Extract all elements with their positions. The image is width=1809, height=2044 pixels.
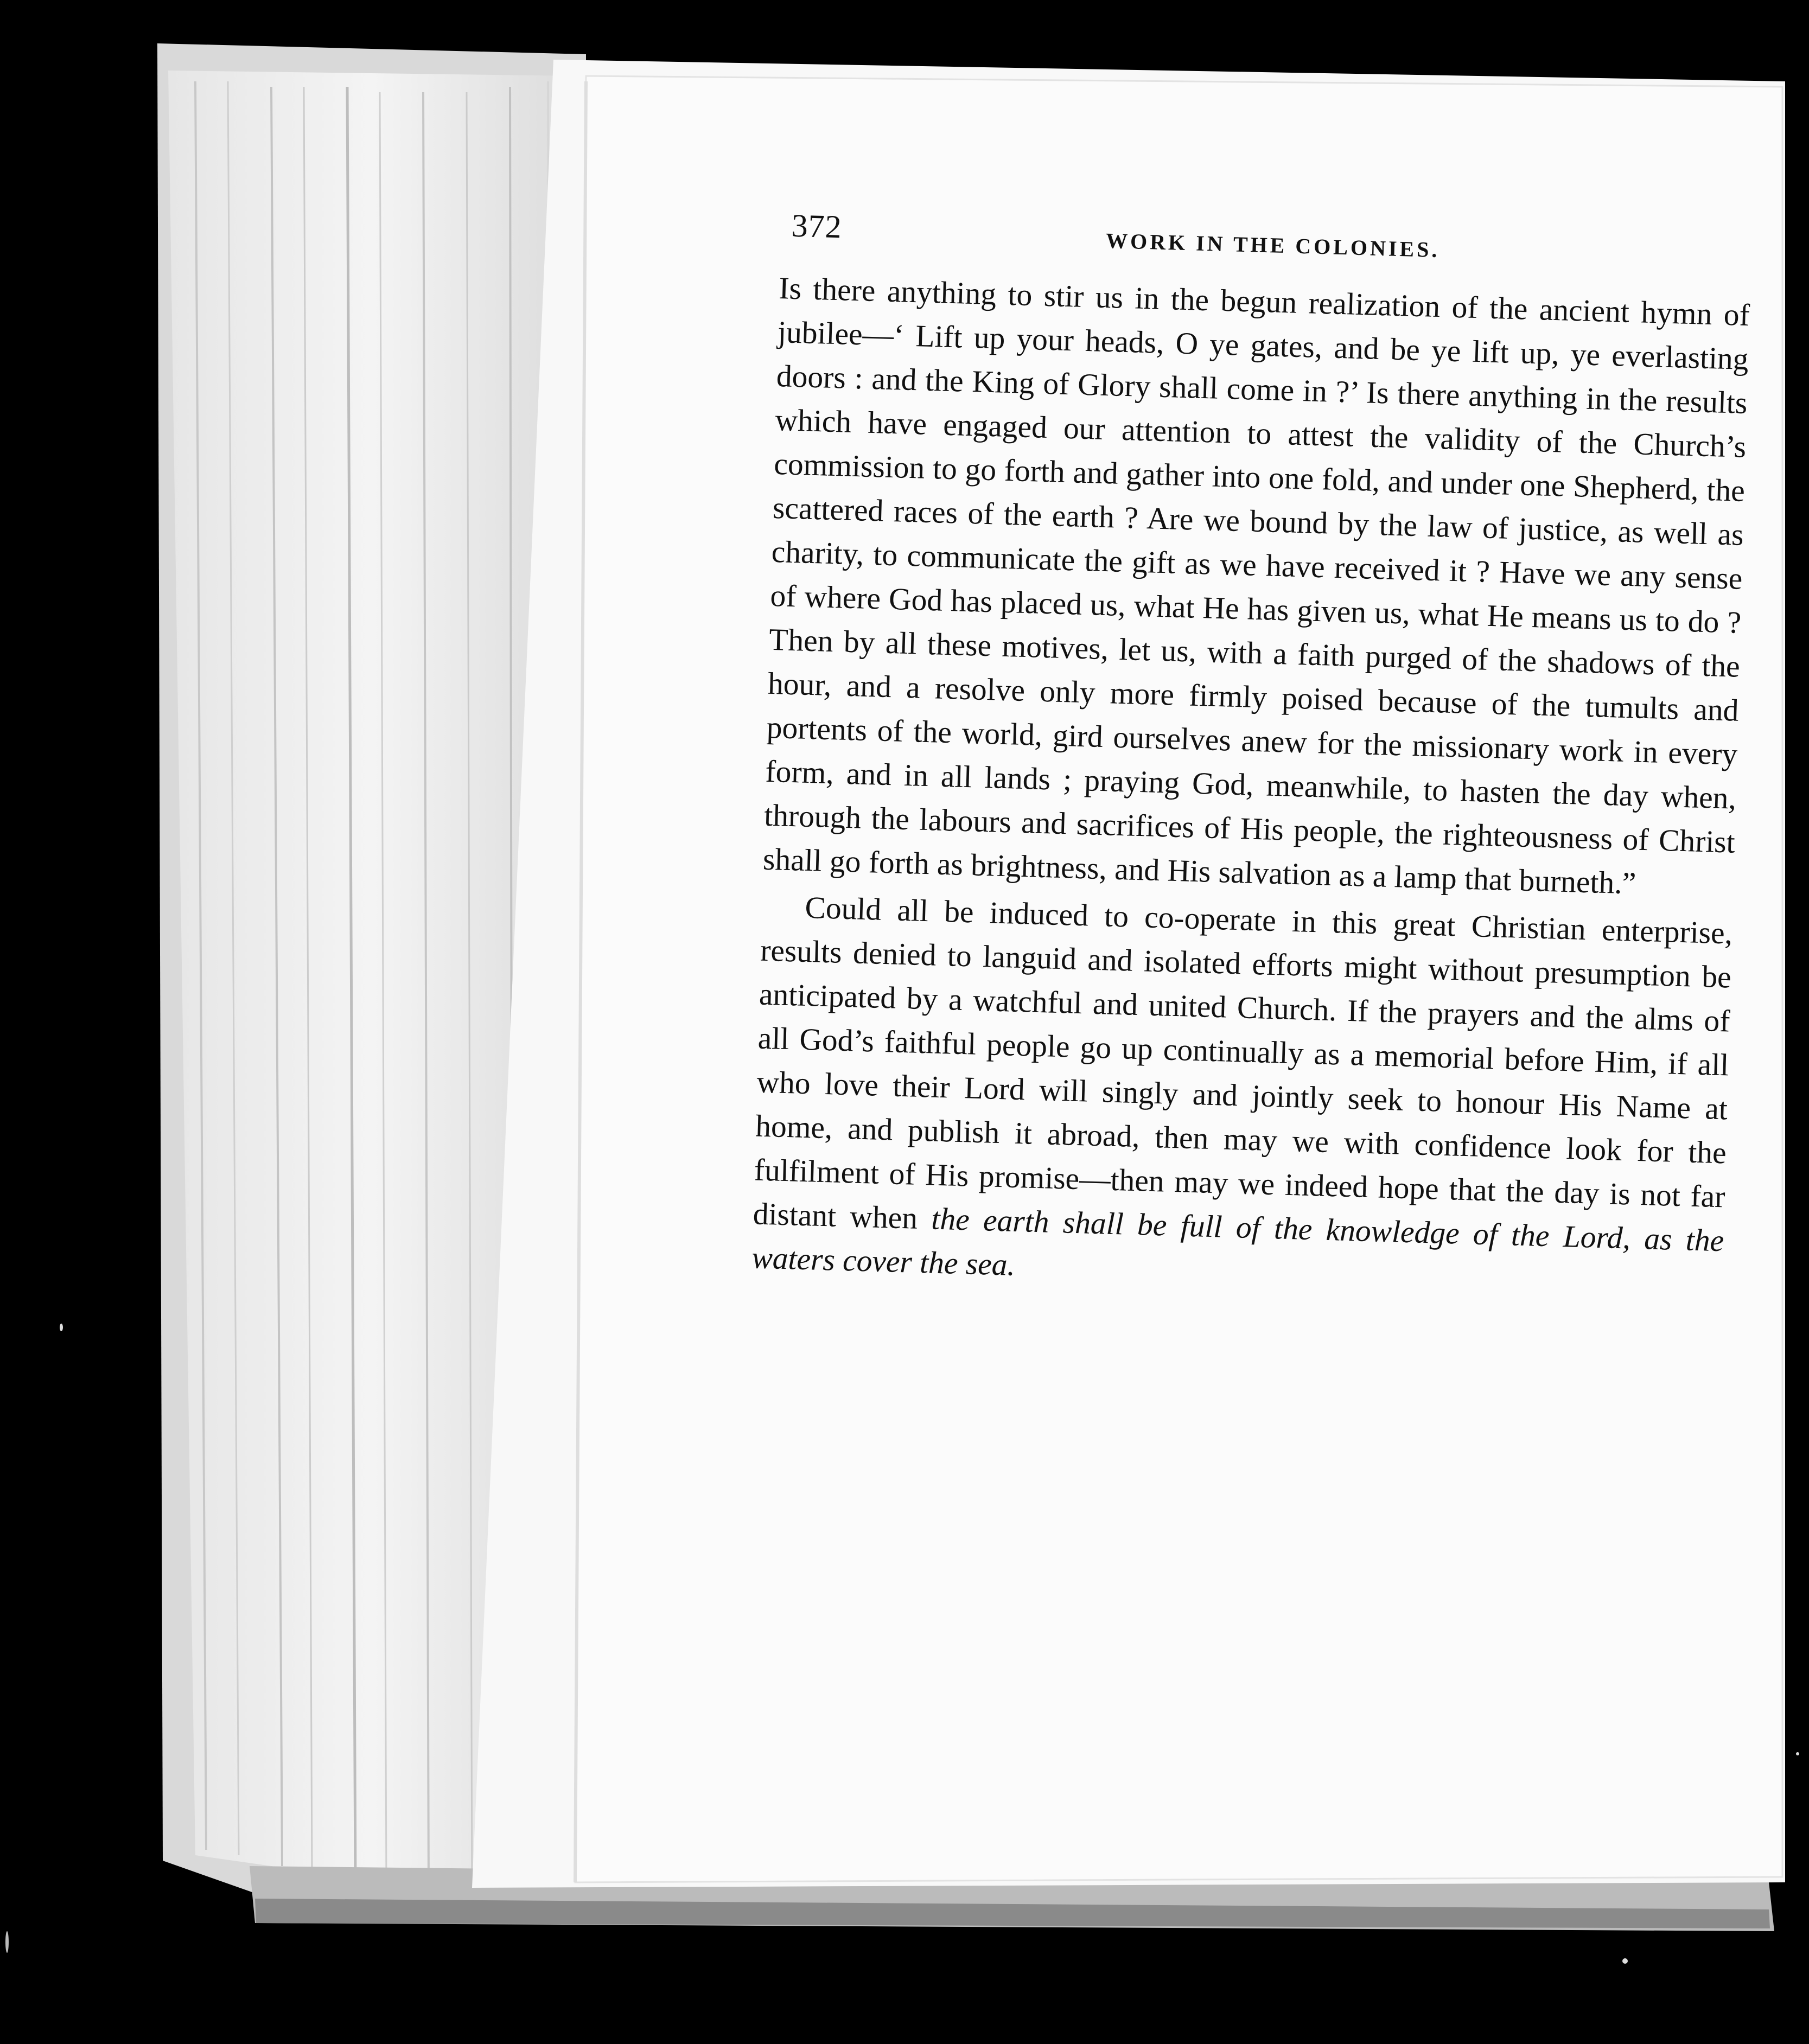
dust-speck (5, 1931, 9, 1953)
paragraph-1: Is there anything to stir us in the begun realization of the ancient hymn of jubilee—‘ Lift up your heads, O ye gates, and be ye lift up, ye everlasting doors : and the King of Glory shall come in ?’ Is there anything in the results which have engaged our attention to attest the validity of the Church’s commission to go forth and gather into one fold, and under one Shepherd, the scattered races of the earth ? Are we bound by the law of justice, as well as charity, to communicate the gift as we have received it ? Have we any sense of where God has placed us, what He has given us, what He means us to do ? Then by all these motives, let us, with a faith purged of the shadows of the hour, and a resolve only more firmly poised because of the tumults and portents of the world, gird ourselves anew for the missionary work in every form, and in all lands ; praying God, meanwhile, to hasten the day when, through the labours and sacrifices of His people, the righteousness of Christ shall go forth as brightness, and His salvation as a lamp that burneth.” (762, 271, 1750, 901)
paragraph-2-italic-quote: the earth shall be full of the knowledge of the Lord, as the waters cover the sea. (751, 1202, 1725, 1282)
paragraph-2 (751, 885, 1733, 1307)
paragraph-2-text: Could all be induced to co-operate in this great Christian enterprise, results denied to languid and isolated efforts might without presumption be anticipated by a watchful and united Church. If the prayers and the alms of all God’s faithful people go up continually as a memorial before Him, if all who love their Lord will singly and jointly seek to honour His Name at home, and publish it abroad, then may we with confidence look for the fulfilment of His promise—then may we indeed hope that the day is not far distant when (752, 890, 1733, 1236)
body-text (751, 266, 1750, 1307)
dust-speck (60, 1324, 63, 1331)
running-head: WORK IN THE COLONIES. (1105, 228, 1441, 263)
dust-speck (1796, 1752, 1799, 1755)
page-number: 372 (791, 207, 843, 245)
page-content (723, 201, 1774, 1530)
dust-speck (1622, 1958, 1628, 1964)
